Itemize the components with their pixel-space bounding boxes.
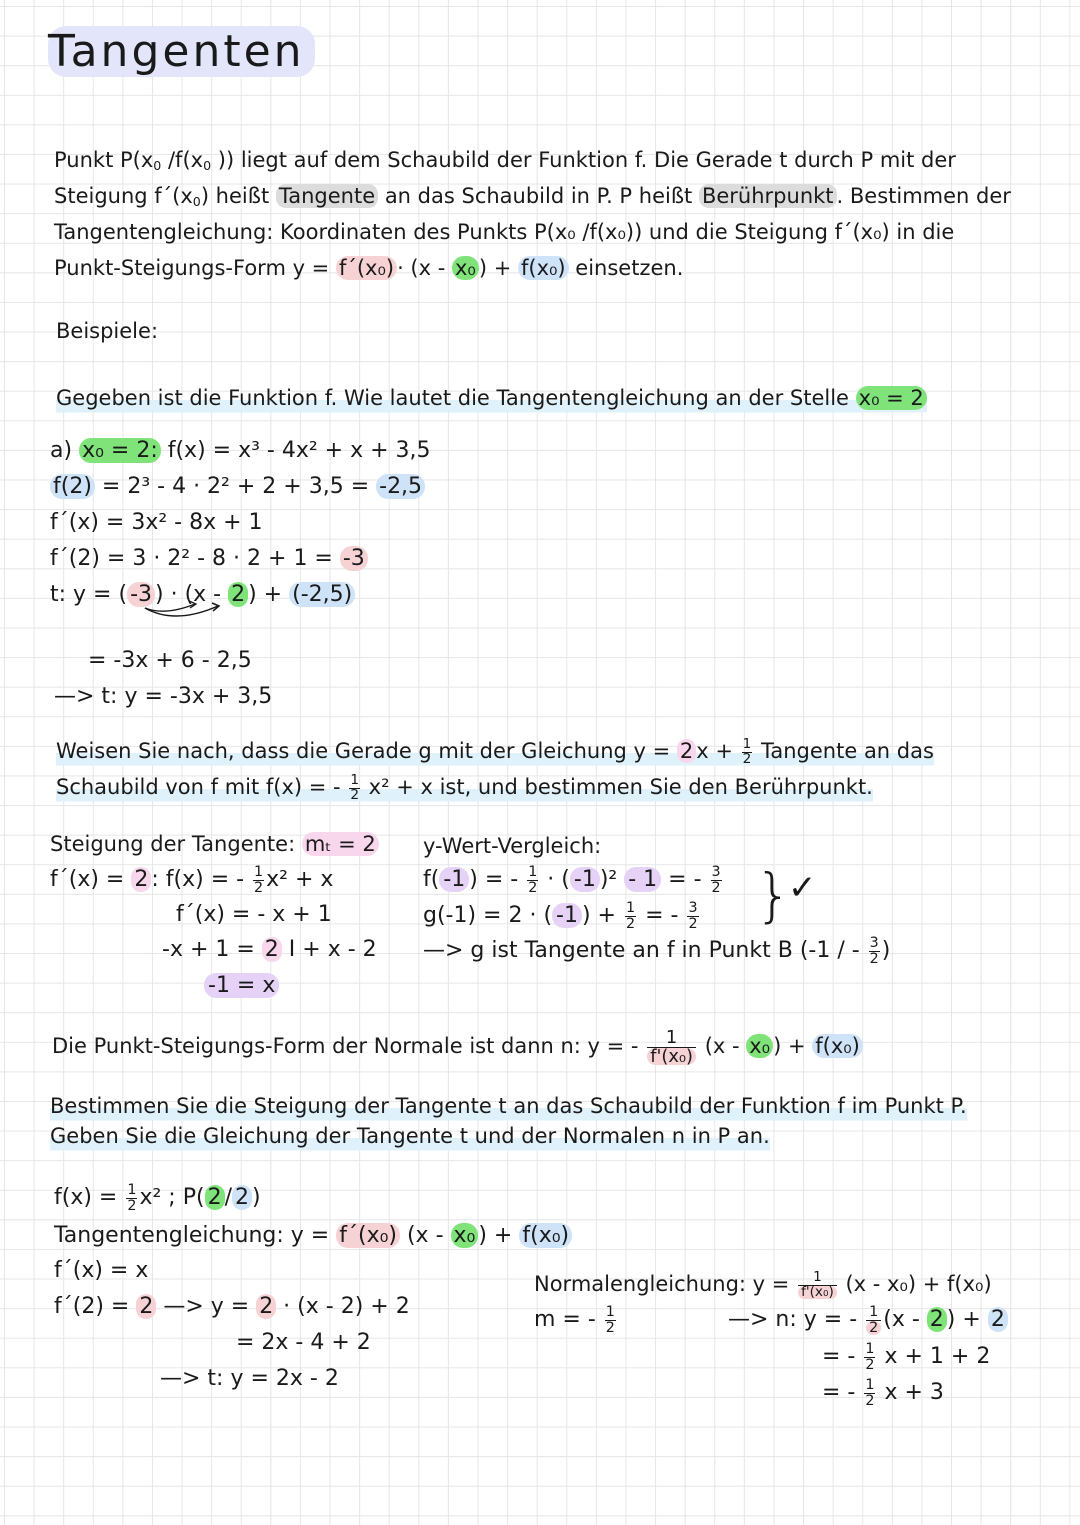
- x0-value: x₀ = 2: [856, 386, 927, 410]
- term-beruehrpunkt: Berührpunkt: [699, 184, 837, 208]
- example1-task: Gegeben ist die Funktion f. Wie lautet die Tangentengleichung an der Stelle x₀ = 2: [56, 380, 927, 416]
- example1-line-1: a) x₀ = 2: f(x) = x³ - 4x² + x + 3,5: [50, 438, 431, 463]
- intro-line-4: Punkt-Steigungs-Form y = f´(x₀) · (x - x₀ ) + f(x₀) einsetzen.: [54, 256, 684, 280]
- ex2-right-line-3: —> g ist Tangente an f in Punkt B (-1 / - $\frac{3}{2}$ ): [423, 935, 891, 967]
- example2-task-line-2: Schaubild von f mit f(x) = - $\frac{1}{2}$ x² + x ist, und bestimmen Sie den Berührpunkt.: [56, 769, 873, 805]
- ex2-left-line-3: f´(x) = - x + 1: [176, 902, 332, 927]
- intro-line-1: Punkt $P(x_0$ $/f(x_0$ )) liegt auf dem Schaubild der Funktion f. Die Gerade t durch P mit der: [54, 148, 956, 174]
- example3-task-line-1: Bestimmen Sie die Steigung der Tangente t an das Schaubild der Funktion f im Punkt P.: [50, 1088, 967, 1124]
- ex3-right-line-1: Normalengleichung: y = $\frac{1}{\text{f'(x₀)}}$ (x - x₀) + f(x₀): [534, 1268, 992, 1300]
- ex3-right-line-4: = - $\frac{1}{2}$ x + 3: [822, 1377, 944, 1409]
- checkmark-icon: ✓: [788, 868, 817, 908]
- normal-form-line: Die Punkt-Steigungs-Form der Normale ist dann n: y = - $\frac{1}{\text{f'(x₀)}}$ (x - x₀ ) + f(x₀): [52, 1028, 863, 1065]
- example1-line-5: t: y = ( -3 ) · (x - 2 ) + (-2,5): [50, 577, 355, 613]
- ex3-right-line-2: —> n: y = - $\frac{1}{2}$ (x - 2 ) + 2: [728, 1302, 1008, 1338]
- example1-line-2: f(2) = 2³ - 4 · 2² + 2 + 3,5 = -2,5: [50, 469, 425, 505]
- example3-task-line-2: Geben Sie die Gleichung der Tangente t und der Normalen n in P an.: [50, 1118, 770, 1154]
- arrow-icon: —>: [423, 938, 464, 963]
- ex2-left-line-5: -1 = x: [204, 968, 279, 1004]
- arrow-icon: —>: [728, 1307, 769, 1332]
- ex2-right-line-2: g(-1) = 2 · ( -1 ) + $\frac{1}{2}$ = - $\frac{3}{2}$: [423, 900, 698, 932]
- examples-label: Beispiele:: [56, 319, 159, 343]
- ex3-left-line-2: Tangentengleichung: y = f´(x₀) (x - x₀ ) + f(x₀): [54, 1218, 572, 1254]
- example1-line-7: —> t: y = -3x + 3,5: [54, 684, 273, 709]
- ex3-left-line-3: f´(x) = x: [54, 1258, 149, 1283]
- ex2-right-heading: y-Wert-Vergleich:: [423, 834, 602, 858]
- brace-icon: }: [755, 861, 792, 929]
- distribute-arrows-icon: [140, 600, 240, 630]
- term-tangente: Tangente: [276, 184, 378, 208]
- page-title: [48, 26, 315, 77]
- intro-line-3: Tangentengleichung: Koordinaten des Punkts P(x₀ /f(x₀)) und die Steigung f´(x₀) in die: [54, 220, 955, 244]
- example1-line-6: = -3x + 6 - 2,5: [88, 648, 252, 673]
- ex2-left-line-2: f´(x) = 2 : f(x) = - $\frac{1}{2}$ x² + x: [50, 864, 334, 896]
- arrow-icon: —>: [160, 1366, 201, 1391]
- example1-line-4: f´(2) = 3 · 2² - 8 · 2 + 1 = -3: [50, 541, 368, 577]
- ex3-right-slope: m = - $\frac{1}{2}$: [534, 1304, 615, 1336]
- example2-task-line-1: Weisen Sie nach, dass die Gerade g mit der Gleichung y = 2 x + $\frac{1}{2}$ Tangente an das: [56, 733, 934, 769]
- ex3-left-line-6: —> t: y = 2x - 2: [160, 1366, 339, 1391]
- example1-line-3: f´(x) = 3x² - 8x + 1: [50, 510, 263, 535]
- ex2-left-line-1: Steigung der Tangente: mₜ = 2: [50, 826, 379, 862]
- title-text: Tangenten: [48, 26, 315, 77]
- ex3-left-line-5: = 2x - 4 + 2: [236, 1330, 371, 1355]
- ex3-left-line-4: f´(2) = 2 —> y = 2 · (x - 2) + 2: [54, 1294, 410, 1319]
- ex3-right-line-3: = - $\frac{1}{2}$ x + 1 + 2: [822, 1341, 991, 1373]
- intro-line-2: Steigung $f´(x_0)$ heißt Tangente an das Schaubild in P. P heißt Berührpunkt . Bestimmen der: [54, 184, 1011, 210]
- ex2-left-line-4: -x + 1 = 2 I + x - 2: [162, 937, 377, 962]
- ex3-left-line-1: f(x) = $\frac{1}{2}$ x² ; P( 2 / 2 ): [54, 1182, 261, 1214]
- arrow-icon: —>: [54, 684, 95, 709]
- ex2-right-line-1: f( -1 ) = - $\frac{1}{2}$ · ( -1 )² - 1 = - $\frac{3}{2}$: [423, 864, 721, 896]
